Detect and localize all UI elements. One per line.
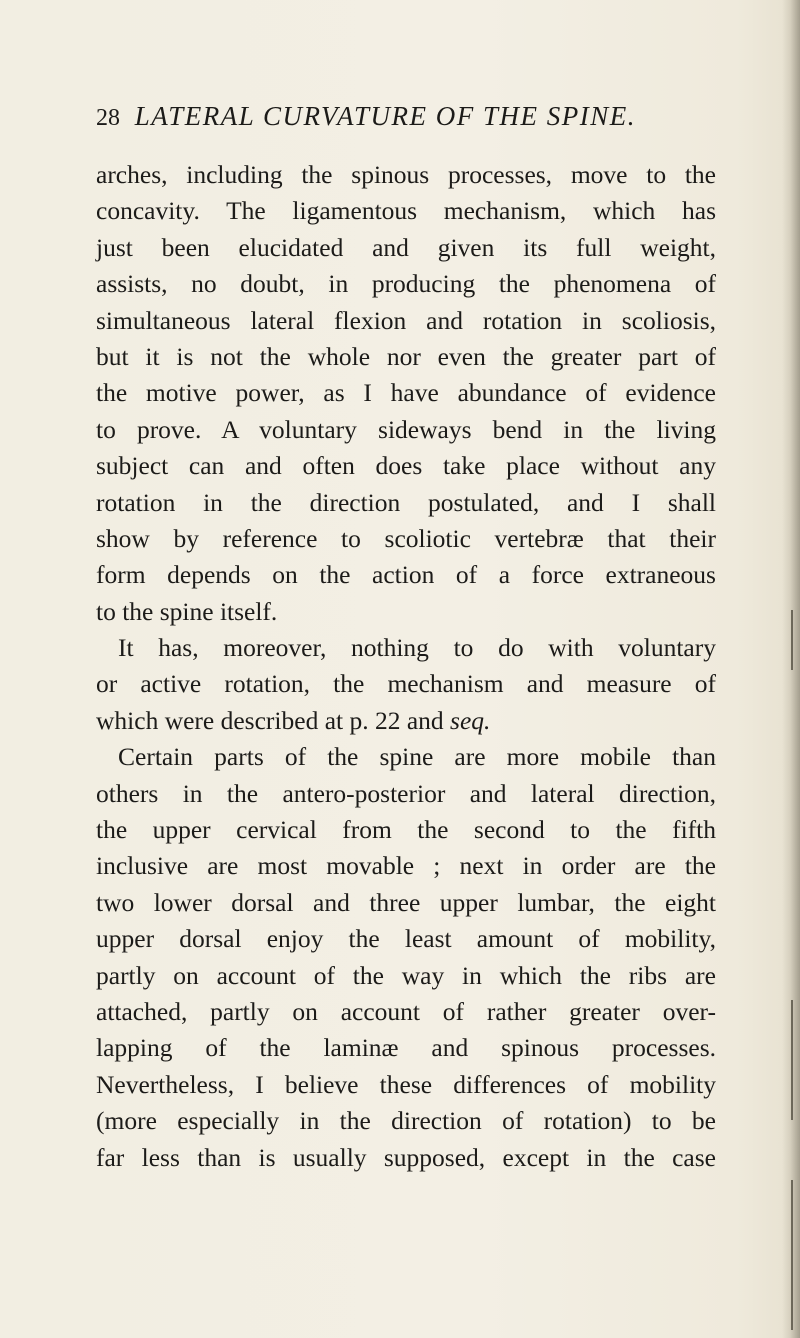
text-line <box>96 412 716 448</box>
text-line-content: or active rotation, the mechanism and measure of <box>96 669 716 699</box>
text-line <box>96 339 716 375</box>
edge-ink-mark <box>791 1180 793 1330</box>
text-line <box>96 921 716 957</box>
text-line <box>96 266 716 302</box>
text-line <box>96 157 716 193</box>
text-line <box>96 812 716 848</box>
text-line <box>96 1103 716 1139</box>
text-line-content: others in the antero-posterior and lateral direction, <box>96 778 716 808</box>
text-line-content: Certain parts of the spine are more mobile than <box>118 742 716 772</box>
page-header <box>96 96 696 136</box>
text-line-content: It has, moreover, nothing to do with voluntary <box>118 633 716 663</box>
text-line-content: show by reference to scoliotic vertebræ that their <box>96 523 716 553</box>
text-line <box>96 1067 716 1103</box>
text-line-content: Nevertheless, I believe these differences of mobility <box>96 1069 716 1099</box>
text-line-content: subject can and often does take place without any <box>96 451 716 481</box>
text-line-content: inclusive are most movable ; next in order are the <box>96 851 716 881</box>
text-line-content: rotation in the direction postulated, and I shall <box>96 487 716 517</box>
edge-ink-mark <box>791 610 793 670</box>
text-line <box>96 557 716 593</box>
text-line-content: which were described at p. 22 and <box>96 705 451 735</box>
text-line <box>96 1030 716 1066</box>
page-number: 28 <box>96 105 120 131</box>
text-line-content: just been elucidated and given its full weight, <box>96 232 716 262</box>
text-line <box>96 776 716 812</box>
paragraph-first-line <box>96 630 716 666</box>
text-line-content: assists, no doubt, in producing the phenomena of <box>96 269 716 299</box>
text-line <box>96 448 716 484</box>
text-line <box>96 666 716 702</box>
text-line-content: two lower dorsal and three upper lumbar, the eight <box>96 887 716 917</box>
paragraph-first-line <box>96 739 716 775</box>
text-line-content: the upper cervical from the second to the fifth <box>96 815 716 845</box>
text-line <box>96 994 716 1030</box>
text-line <box>96 521 716 557</box>
text-line <box>96 594 716 630</box>
text-line <box>96 1140 716 1176</box>
text-line <box>96 375 716 411</box>
text-line-content: lapping of the laminæ and spinous processes. <box>96 1033 716 1063</box>
text-line <box>96 848 716 884</box>
text-line-content: but it is not the whole nor even the greater part of <box>96 341 716 371</box>
text-line <box>96 703 716 739</box>
text-line <box>96 193 716 229</box>
text-line-content: partly on account of the way in which the ribs are <box>96 960 716 990</box>
text-line-content: far less than is usually supposed, except in the case <box>96 1142 716 1172</box>
text-line-content: (more especially in the direction of rotation) to be <box>96 1106 716 1136</box>
text-line <box>96 958 716 994</box>
body-text <box>96 157 716 1176</box>
text-line-content: attached, partly on account of rather greater over- <box>96 996 716 1026</box>
running-title: LATERAL CURVATURE OF THE SPINE. <box>134 101 637 131</box>
text-line-content: upper dorsal enjoy the least amount of mobility, <box>96 924 716 954</box>
italic-abbreviation: seq. <box>450 705 491 735</box>
text-line <box>96 485 716 521</box>
text-line-content: simultaneous lateral flexion and rotation in scoliosis, <box>96 305 716 335</box>
text-line-content: to prove. A voluntary sideways bend in the living <box>96 414 716 444</box>
page-edge-shadow <box>782 0 800 1338</box>
text-line <box>96 230 716 266</box>
text-line-content: concavity. The ligamentous mechanism, which has <box>96 196 716 226</box>
text-line-content: the motive power, as I have abundance of evidence <box>96 378 716 408</box>
text-line-content: arches, including the spinous processes, move to the <box>96 160 716 189</box>
text-line-content: to the spine itself. <box>96 596 278 626</box>
text-line <box>96 885 716 921</box>
edge-ink-mark <box>791 1000 793 1120</box>
text-line <box>96 303 716 339</box>
text-line-content: form depends on the action of a force extraneous <box>96 560 716 590</box>
